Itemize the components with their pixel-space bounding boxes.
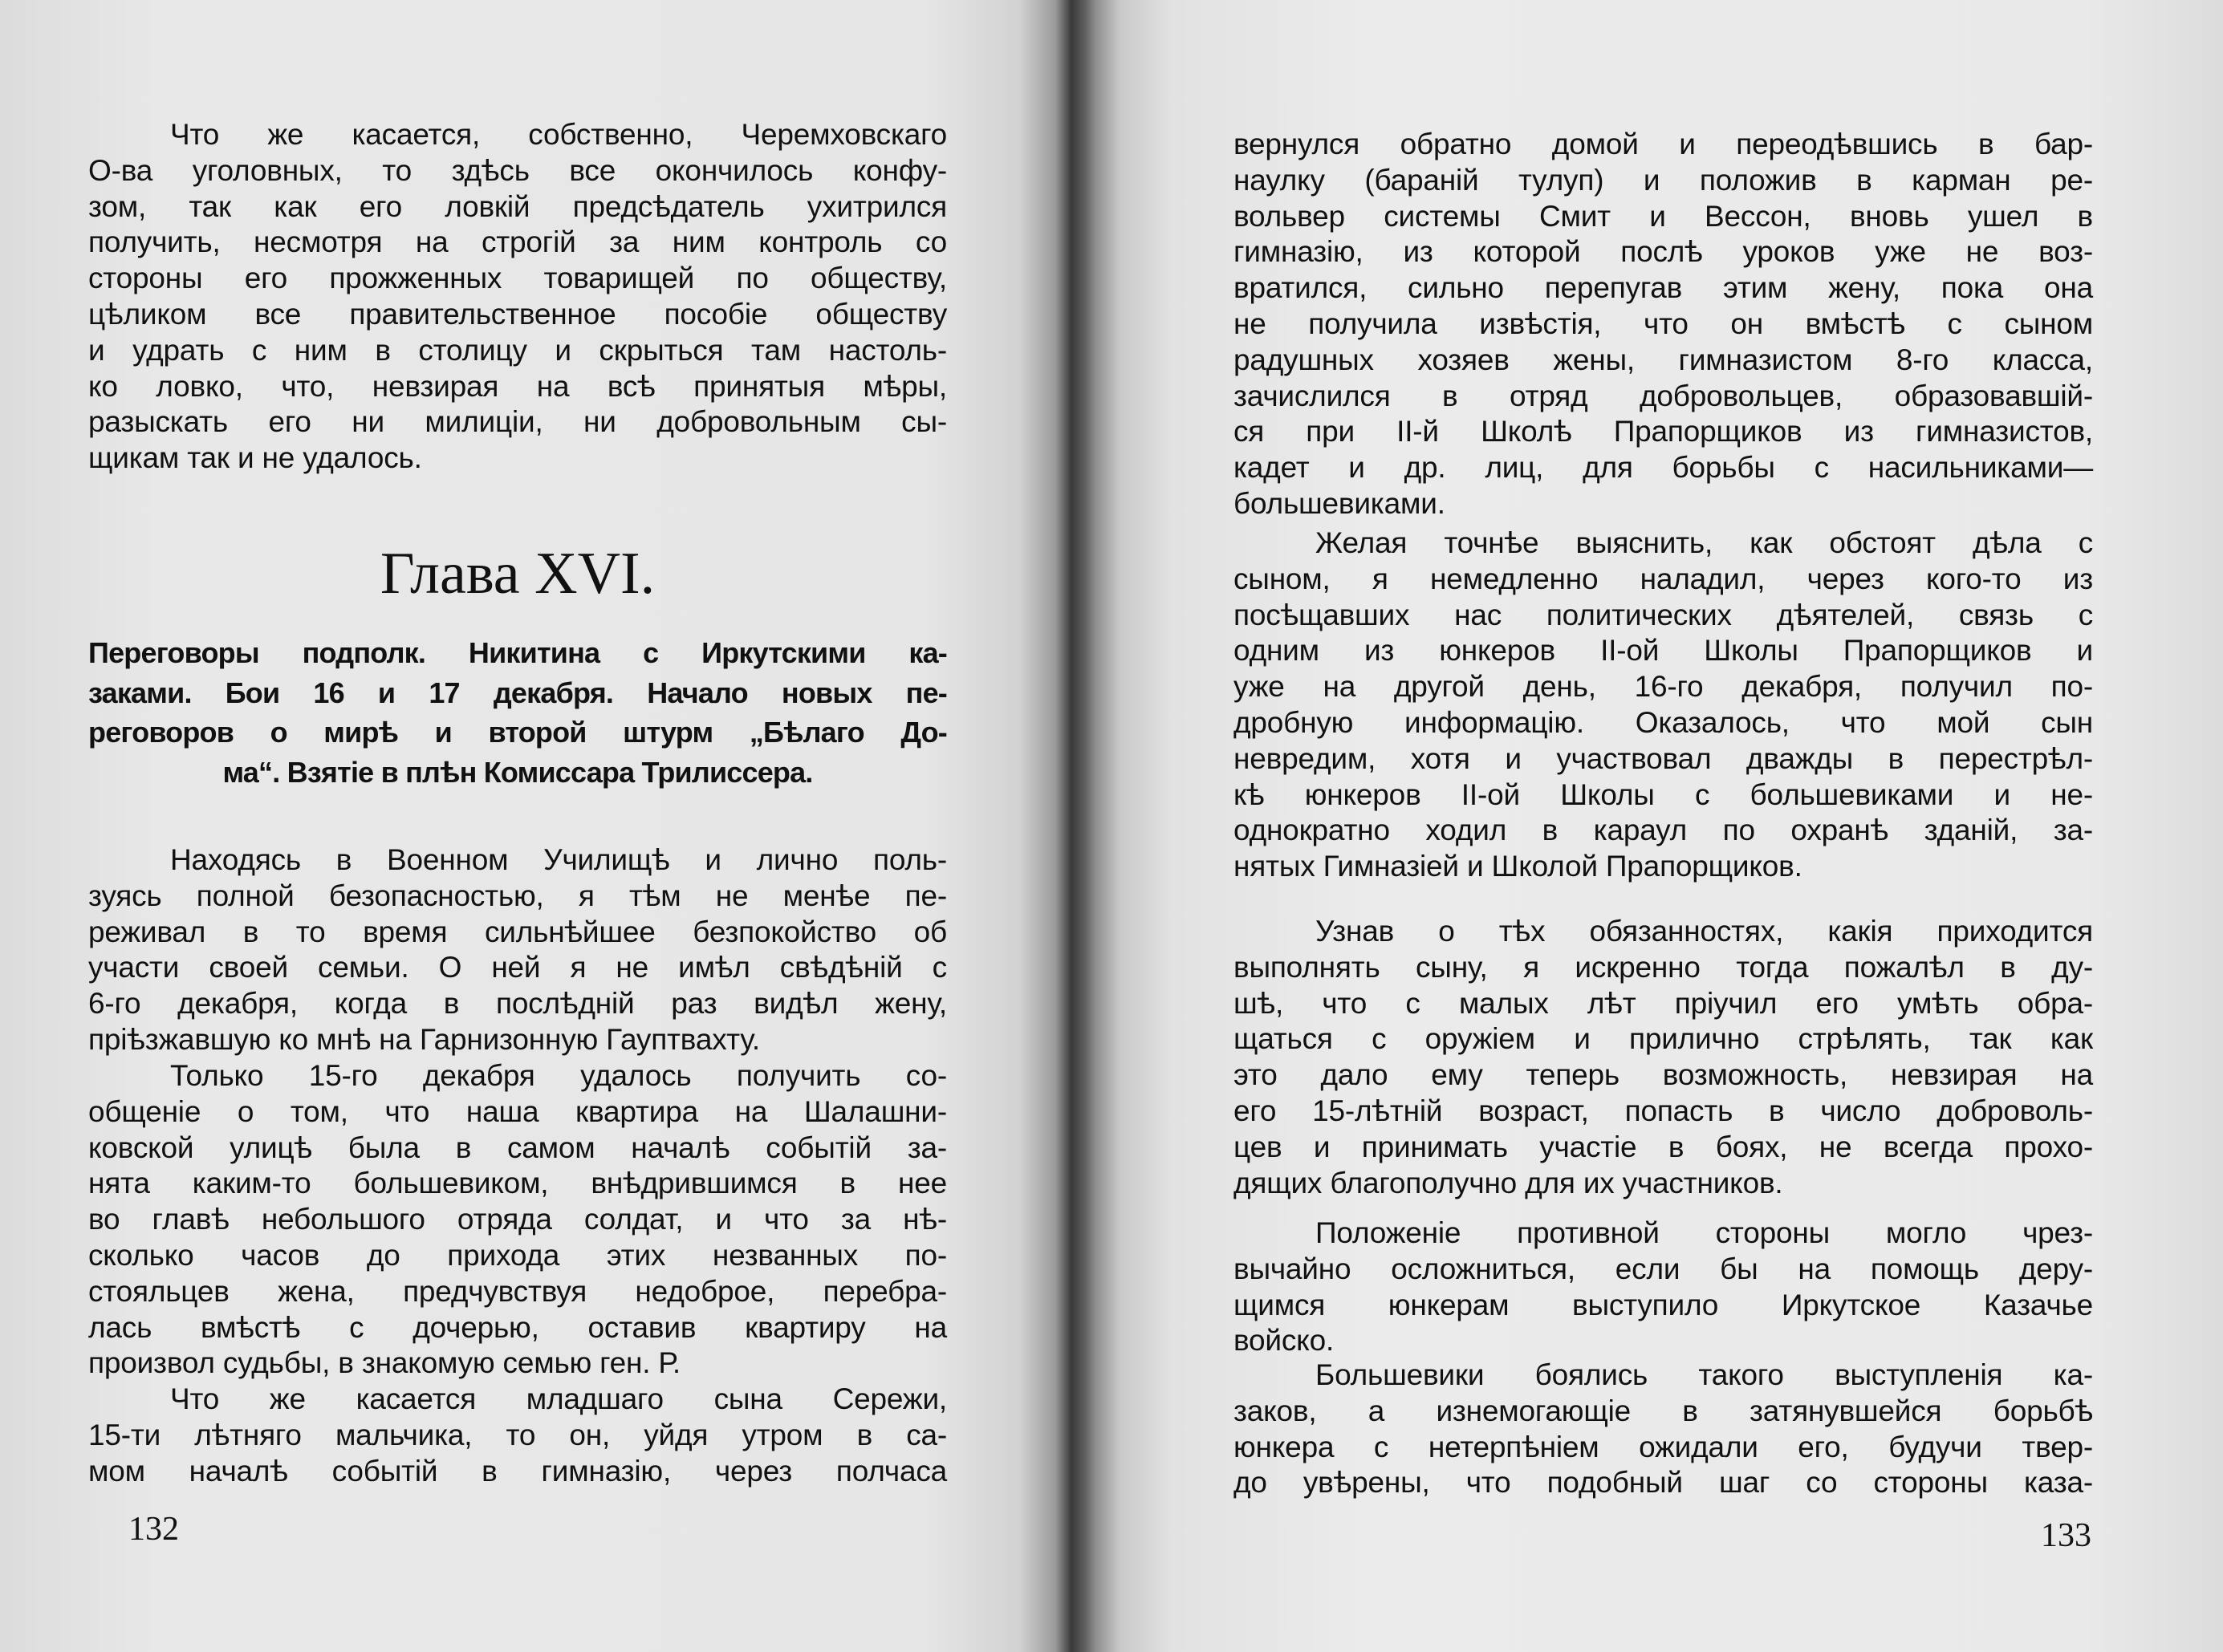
- subtitle-line: заками. Бои 16 и 17 декабря. Начало новых пе-: [88, 676, 947, 709]
- text-line: радушных хозяев жены, гимназистом 8-го класса,: [1233, 343, 2093, 376]
- text-line: Находясь в Военном Училищѣ и лично поль-: [170, 843, 947, 876]
- text-line: Желая точнѣе выяснить, как обстоят дѣла с: [1315, 526, 2093, 559]
- text-line: мом началѣ событiй в гимназiю, через полчаса: [88, 1454, 947, 1488]
- text-line: прiѣзжавшую ко мнѣ на Гарнизонную Гауптвахту.: [88, 1022, 760, 1056]
- text-line: стояльцев жена, предчувствуя недоброе, перебра-: [88, 1274, 947, 1308]
- text-line: нята каким-то большевиком, внѣдрившимся в нее: [88, 1167, 947, 1200]
- text-line: щимся юнкерам выступило Иркутское Казачье: [1233, 1288, 2093, 1321]
- text-line: вольвер системы Смит и Вессон, вновь ушел в: [1233, 199, 2093, 233]
- text-line: О-ва уголовных, то здѣсь все окончилось конфу-: [88, 153, 947, 187]
- text-line: дящих благополучно для их участников.: [1233, 1166, 1783, 1199]
- text-line: до увѣрены, что подобный шаг со стороны каза-: [1233, 1466, 2093, 1500]
- text-line: кѣ юнкеров II-ой Школы с большевиками и не-: [1233, 777, 2093, 811]
- chapter-title: Глава XVI.: [380, 541, 656, 607]
- text-line: цѣликом все правительственное пособiе обществу: [88, 297, 947, 331]
- text-line: сыном, я немедленно наладил, через кого-то из: [1233, 562, 2093, 595]
- text-line: сколько часов до прихода этих незванных по-: [88, 1238, 947, 1272]
- text-line: произвол судьбы, в знакомую семью ген. Р.: [88, 1346, 681, 1380]
- text-line: Большевики боялись такого выступленiя ка-: [1315, 1358, 2093, 1391]
- text-line: зом, так как его ловкiй предсѣдатель ухитрился: [88, 189, 947, 223]
- text-line: его 15-лѣтнiй возраст, попасть в число доброволь-: [1233, 1094, 2093, 1127]
- text-line: невредим, хотя и участвовал дважды в перестрѣл-: [1233, 741, 2093, 775]
- text-line: и удрать с ним в столицу и скрыться там настоль-: [88, 333, 947, 367]
- text-line: участи своей семьи. О ней я не имѣл свѣдѣнiй с: [88, 951, 947, 984]
- text-line: ковской улицѣ была в самом началѣ событiй за-: [88, 1130, 947, 1164]
- text-line: общенiе о том, что наша квартира на Шалашни-: [88, 1094, 947, 1128]
- text-line: разыскать его ни милицiи, ни добровольным сы-: [88, 405, 947, 439]
- paragraph: [88, 842, 947, 1058]
- text-line: лась вмѣстѣ с дочерью, оставив квартиру на: [88, 1310, 947, 1344]
- paragraph: [88, 1382, 947, 1489]
- paragraph: [1233, 1358, 2093, 1501]
- text-line: одним из юнкеров II-ой Школы Прапорщиков и: [1233, 634, 2093, 668]
- text-line: гимназiю, из которой послѣ уроков уже не воз-: [1233, 235, 2093, 269]
- text-line: большевиками.: [1233, 486, 1445, 520]
- text-line: однократно ходил в караул по охранѣ зданiй, за-: [1233, 814, 2093, 847]
- text-line: уже на другой день, 16-го декабря, получил по-: [1233, 670, 2093, 704]
- text-line: цев и принимать участiе в боях, не всегда прохо-: [1233, 1130, 2093, 1163]
- paragraph: [88, 117, 947, 477]
- paragraph: [1233, 1216, 2093, 1359]
- text-line: зуясь полной безопасностью, я тѣм не менѣе пе-: [88, 879, 947, 912]
- text-line: вернулся обратно домой и переодѣвшись в бар-: [1233, 128, 2093, 160]
- text-line: посѣщавших нас политических дѣятелей, связь с: [1233, 598, 2093, 631]
- text-line: войско.: [1233, 1324, 1335, 1358]
- text-line: юнкера с нетерпѣнiем ожидали его, будучи твер-: [1233, 1430, 2093, 1463]
- text-line: дробную информацiю. Оказалось, что мой сын: [1233, 705, 2093, 739]
- text-line: 6-го декабря, когда в послѣднiй раз видѣл жену,: [88, 987, 947, 1021]
- text-line: Только 15-го декабря удалось получить со-: [170, 1059, 947, 1092]
- text-line: стороны его прожженных товарищей по обществу,: [88, 262, 947, 295]
- text-line: Что же касается младшаго сына Сережи,: [170, 1382, 947, 1415]
- text-line: шѣ, что с малых лѣт прiучил его умѣть обра-: [1233, 986, 2093, 1020]
- text-line: наулку (баранiй тулуп) и положив в карман ре-: [1233, 163, 2093, 197]
- paragraph: [1233, 127, 2093, 522]
- text-line: 15-ти лѣтняго мальчика, то он, уйдя утром в са-: [88, 1418, 947, 1451]
- subtitle-line: ма“. Взятiе в плѣн Комиссара Трилиссера.: [222, 755, 813, 789]
- text-line: это дало ему теперь возможность, невзирая на: [1233, 1058, 2093, 1092]
- text-line: во главѣ небольшого отряда солдат, и что за нѣ-: [88, 1203, 947, 1236]
- text-line: вратился, сильно перепугав этим жену, пока она: [1233, 271, 2093, 305]
- subtitle-line: Переговоры подполк. Никитина с Иркутскими ка-: [88, 636, 947, 669]
- text-line: вычайно осложниться, если бы на помощь деру-: [1233, 1252, 2093, 1285]
- text-line: щикам так и не удалось.: [88, 441, 422, 475]
- subtitle-line: реговоров о мирѣ и второй штурм „Бѣлаго До-: [88, 716, 947, 749]
- paragraph: [1233, 914, 2093, 1201]
- text-line: ся при II-й Школѣ Прапорщиков из гимназистов,: [1233, 415, 2093, 449]
- page-number-right: 133: [2041, 1517, 2091, 1554]
- text-line: получить, несмотря на строгiй за ним контроль со: [88, 225, 947, 259]
- text-line: не получила извѣстiя, что он вмѣстѣ с сыном: [1233, 306, 2093, 340]
- text-line: щаться с оружiем и прилично стрѣлять, так как: [1233, 1022, 2093, 1056]
- text-line: заков, а изнемогающiе в затянувшейся борьбѣ: [1233, 1394, 2093, 1427]
- text-line: зачислился в отряд добровольцев, образовавшiй-: [1233, 379, 2093, 412]
- text-line: Положенiе противной стороны могло чрез-: [1315, 1216, 2093, 1249]
- text-line: ко ловко, что, невзирая на всѣ принятыя мѣры,: [88, 369, 947, 403]
- paragraph: [88, 1058, 947, 1382]
- text-line: Что же касается, собственно, Черемховскаго: [170, 118, 947, 151]
- chapter-subtitle: [88, 633, 947, 792]
- text-line: кадет и др. лиц, для борьбы с насильниками—: [1233, 451, 2093, 485]
- page-number-left: 132: [128, 1511, 179, 1548]
- text-line: нятых Гимназiей и Школой Прапорщиков.: [1233, 850, 1802, 883]
- text-line: выполнять сыну, я искренно тогда пожалѣл в ду-: [1233, 950, 2093, 984]
- paragraph: [1233, 526, 2093, 885]
- text-line: Узнав о тѣх обязанностях, какiя приходится: [1315, 915, 2093, 948]
- text-line: реживал в то время сильнѣйшее безпокойство об: [88, 915, 947, 948]
